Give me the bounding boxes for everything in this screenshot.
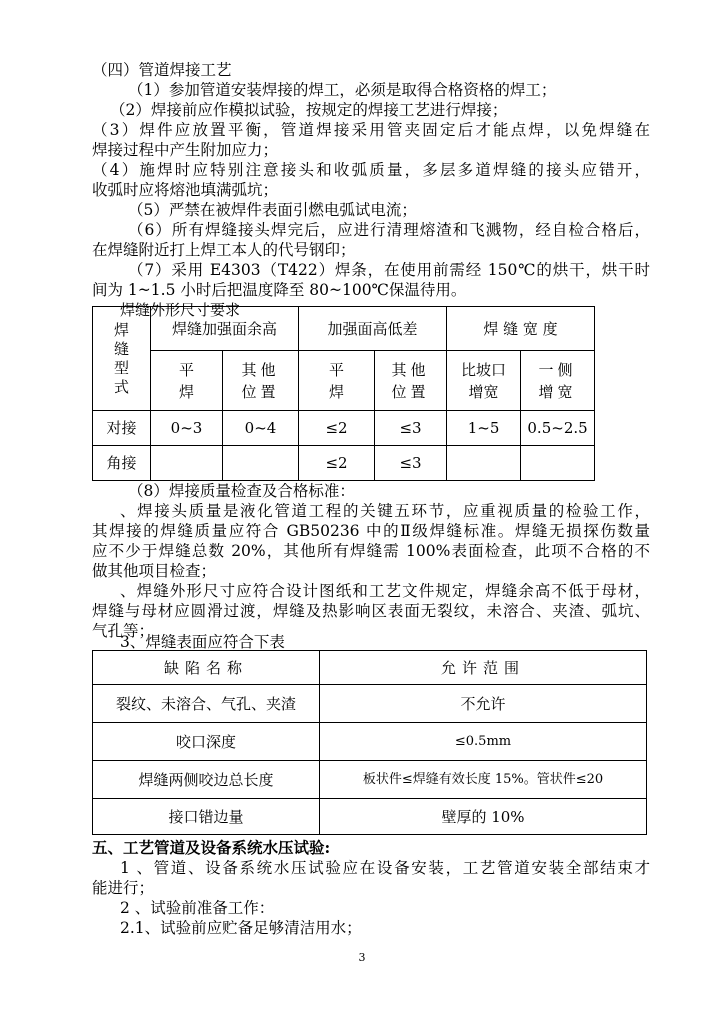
s5-line-2: 能进行；	[92, 879, 155, 897]
item-4-line-1: （4）施焊时应特别注意接头和收弧质量，多层多道焊缝的接头应错开，	[92, 161, 650, 179]
para-2-line-1: 、焊缝外形尺寸应符合设计图纸和工艺文件规定，焊缝余高不低于母材，	[120, 582, 650, 600]
table-row: 咬口深度 ≤0.5mm	[93, 723, 647, 761]
s5-line-3: 2 、试验前准备工作：	[120, 899, 275, 917]
item-7-line-1: （7）采用 E4303（T422）焊条，在使用前需经 150℃的烘干，烘干时	[128, 261, 650, 279]
section-4-title: （四）管道焊接工艺	[92, 61, 232, 79]
item-2: （2）焊接前应作模拟试验，按规定的焊接工艺进行焊接；	[110, 101, 508, 119]
subheader-groove-width: 比坡口增宽	[447, 351, 521, 411]
para-1-line-4: 做其他项目检查；	[92, 562, 217, 580]
weld-size-table	[92, 306, 595, 481]
page-number: 3	[358, 951, 366, 964]
weld-width-header: 焊 缝 宽 度	[447, 307, 595, 351]
subheader-other-1: 其他位置	[223, 351, 299, 411]
para-1-line-2: 其焊接的焊缝质量应符合 GB50236 中的Ⅱ级焊缝标准。焊缝无损探伤数量	[92, 522, 650, 540]
para-2-line-3: 气孔等；	[92, 622, 155, 640]
s5-line-1: 1 、管道、设备系统水压试验应在设备安装，工艺管道安装全部结束才	[120, 859, 650, 877]
para-2-line-2: 焊缝与母材应圆滑过渡，焊缝及热影响区表面无裂纹，未溶合、夹渣、弧坑、	[92, 602, 650, 620]
s5-line-4: 2.1、试验前应贮备足够清洁用水；	[120, 919, 362, 937]
item-3-line-1: （3）焊件应放置平衡，管道焊接采用管夹固定后才能点焊，以免焊缝在	[92, 121, 650, 139]
para-1-line-3: 应不少于焊缝总数 20%，其他所有焊缝需 100%表面检查，此项不合格的不	[92, 542, 650, 560]
item-1: （1）参加管道安装焊接的焊工，必须是取得合格资格的焊工；	[128, 81, 557, 99]
table-row: 焊缝两侧咬边总长度 板状件≤焊缝有效长度 15%。管状件≤20	[93, 761, 647, 799]
item-6-line-2: 在焊缝附近打上焊工本人的代号钢印；	[92, 241, 356, 259]
subheader-flat-1: 平焊	[151, 351, 223, 411]
item-5: （5）严禁在被焊件表面引燃电弧试电流；	[128, 201, 417, 219]
subheader-flat-2: 平焊	[299, 351, 375, 411]
item-8-title: （8）焊接质量检查及合格标准：	[128, 482, 355, 500]
subheader-side-width: 一侧增宽	[521, 351, 595, 411]
section-5-title: 五、工艺管道及设备系统水压试验:	[92, 838, 331, 857]
item-6-line-1: （6）所有焊缝接头焊完后，应进行清理熔渣和飞溅物，经自检合格后，	[128, 221, 650, 239]
weld-surface-table	[92, 650, 647, 835]
defect-name-header: 缺陷名称	[93, 651, 320, 685]
reinforcement-height-header: 焊缝加强面余高	[151, 307, 299, 351]
item-7-line-2: 间为 1~1.5 小时后把温度降至 80~100℃保温待用。	[92, 281, 467, 299]
item-3-line-2: 焊接过程中产生附加应力；	[92, 141, 279, 159]
item-4-line-2: 收弧时应将熔池填满弧坑；	[92, 181, 279, 199]
height-difference-header: 加强面高低差	[299, 307, 447, 351]
row-type-fillet: 角接	[93, 446, 151, 481]
row-type-butt: 对接	[93, 411, 151, 446]
table-row: 角接 ≤2 ≤3	[93, 446, 595, 481]
table-row: 裂纹、未溶合、气孔、夹渣 不允许	[93, 685, 647, 723]
weld-type-header: 焊缝型式	[93, 307, 151, 411]
subheader-other-2: 其他位置	[375, 351, 447, 411]
para-1-line-1: 、焊接头质量是液化管道工程的关键五环节，应重视质量的检验工作，	[120, 502, 650, 520]
table-row: 接口错边量 壁厚的 10%	[93, 799, 647, 835]
table-row: 对接 0~3 0~4 ≤2 ≤3 1~5 0.5~2.5	[93, 411, 595, 446]
table-2-caption: 3、焊缝表面应符合下表	[120, 633, 285, 651]
allowed-range-header: 允许范围	[320, 651, 647, 685]
table-1-caption: 焊缝外形尺寸要求	[120, 301, 241, 319]
